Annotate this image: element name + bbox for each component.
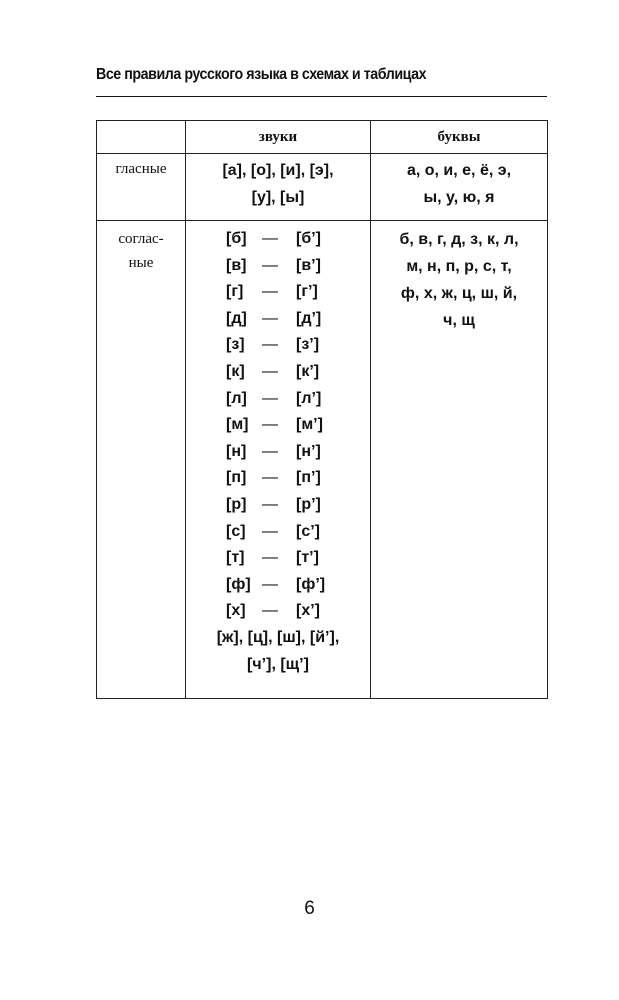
consonant-pair-row xyxy=(186,492,370,519)
table-row-consonants xyxy=(97,221,548,699)
header-rule xyxy=(96,96,547,97)
soft-sound: [с’] xyxy=(296,522,320,540)
header-cell-empty xyxy=(97,121,186,154)
pair-dash: — xyxy=(262,230,278,247)
hard-sound: [л] xyxy=(226,389,247,407)
running-head-title: Все правила русского языка в схемах и таблицах xyxy=(96,66,427,83)
sounds-letters-table xyxy=(96,120,548,699)
consonants-label-cell xyxy=(97,221,186,699)
vowels-label: гласные xyxy=(115,161,167,177)
consonant-pair-row xyxy=(186,439,370,466)
soft-sound: [м’] xyxy=(296,416,323,434)
consonant-pair-row xyxy=(186,519,370,546)
consonant-pair-row xyxy=(186,545,370,572)
pair-dash: — xyxy=(262,416,278,434)
pair-dash: — xyxy=(262,469,278,487)
pair-dash: — xyxy=(262,442,278,460)
pair-dash: — xyxy=(262,389,278,407)
soft-sound: [т’] xyxy=(296,549,319,567)
unpaired-sounds-line: [ч’], [щ’] xyxy=(247,655,309,673)
consonants-label-line: ные xyxy=(128,255,154,271)
consonant-pair-row xyxy=(186,332,370,359)
soft-sound: [л’] xyxy=(296,389,322,407)
soft-sound: [в’] xyxy=(296,256,321,274)
pair-dash: — xyxy=(262,549,278,567)
consonant-pair-row xyxy=(186,598,370,625)
hard-sound: [д] xyxy=(226,309,247,327)
page-number: 6 xyxy=(304,898,315,919)
hard-sound: [з] xyxy=(226,336,245,354)
table-header-row xyxy=(97,121,548,154)
pair-dash: — xyxy=(262,522,278,540)
consonants-letters-line: м, н, п, р, с, т, xyxy=(406,258,512,275)
consonants-label-line: соглас- xyxy=(118,231,164,247)
hard-sound: [ф] xyxy=(226,575,251,593)
vowels-letters-cell xyxy=(371,154,548,221)
pair-dash: — xyxy=(262,309,278,327)
consonant-pair-row xyxy=(186,386,370,413)
pair-dash: — xyxy=(262,336,278,354)
soft-sound: [ф’] xyxy=(296,575,326,593)
vowels-sounds-line: [у], [ы] xyxy=(251,189,305,206)
vowels-sounds-line: [а], [о], [и], [э], xyxy=(222,162,334,179)
hard-sound: [т] xyxy=(226,549,245,567)
soft-sound: [д’] xyxy=(296,309,322,327)
hard-sound: [г] xyxy=(226,283,244,301)
soft-sound: [з’] xyxy=(296,336,320,354)
vowels-letters-line: а, о, и, е, ё, э, xyxy=(406,162,512,179)
vowels-sounds-cell xyxy=(186,154,371,221)
hard-sound: [к] xyxy=(226,362,245,380)
soft-sound: [п’] xyxy=(296,469,321,487)
unpaired-sounds-line: [ж], [ц], [ш], [й’], xyxy=(216,628,340,646)
pair-dash: — xyxy=(262,575,278,593)
consonant-pair-row xyxy=(186,306,370,333)
consonants-letters-line: ч, щ xyxy=(443,312,475,329)
soft-sound: [х’] xyxy=(296,602,320,620)
hard-sound: [с] xyxy=(226,522,246,540)
consonant-pair-row xyxy=(186,253,370,280)
consonant-pair-row xyxy=(186,412,370,439)
header-cell-sounds: звуки xyxy=(186,121,371,154)
consonant-pair-row xyxy=(186,226,370,253)
vowels-label-cell xyxy=(97,154,186,221)
pair-dash: — xyxy=(262,283,278,301)
consonants-letters-line: б, в, г, д, з, к, л, xyxy=(399,231,519,248)
consonant-pair-row xyxy=(186,572,370,599)
soft-sound: [н’] xyxy=(296,442,321,460)
consonant-pair-row xyxy=(186,279,370,306)
vowels-letters-line: ы, у, ю, я xyxy=(423,189,495,206)
consonant-pairs-list xyxy=(186,221,370,678)
consonants-sounds-cell xyxy=(186,221,371,699)
soft-sound: [б’] xyxy=(296,230,321,247)
header-cell-letters: буквы xyxy=(371,121,548,154)
soft-sound: [р’] xyxy=(296,495,321,513)
hard-sound: [м] xyxy=(226,416,249,434)
consonants-letters-cell xyxy=(371,221,548,699)
consonant-pair-row xyxy=(186,359,370,386)
soft-sound: [г’] xyxy=(296,283,318,301)
pair-dash: — xyxy=(262,362,278,380)
hard-sound: [в] xyxy=(226,256,247,274)
consonants-letters-line: ф, х, ж, ц, ш, й, xyxy=(400,285,518,302)
consonant-pair-row xyxy=(186,465,370,492)
hard-sound: [н] xyxy=(226,442,247,460)
pair-dash: — xyxy=(262,602,278,620)
hard-sound: [р] xyxy=(226,495,247,513)
pair-dash: — xyxy=(262,495,278,513)
hard-sound: [б] xyxy=(226,230,247,247)
pair-dash: — xyxy=(262,256,278,274)
table-row-vowels xyxy=(97,154,548,221)
hard-sound: [п] xyxy=(226,469,247,487)
hard-sound: [х] xyxy=(226,602,246,620)
soft-sound: [к’] xyxy=(296,362,320,380)
